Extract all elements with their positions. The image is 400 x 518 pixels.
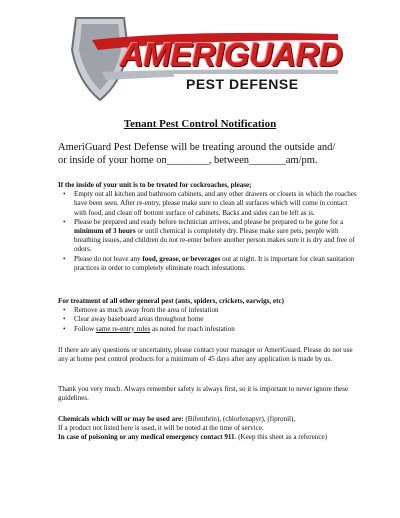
re-entry-rules-text: same re-entry rules [95, 324, 151, 333]
list-item: • Please do not leave any food, grease, or beverages out at night. It is important for clean sanitation practices in order to completely eliminate roach infestations. [63, 254, 355, 272]
bullet-icon: • [63, 190, 66, 199]
intro-paragraph [58, 141, 358, 167]
list-item: • Empty out all kitchen and bathroom cabinets, and any other drawers or closets in which the roaches have been seen. After re-entry, please make sure to clean all surfaces which will come in contact with food, and clean off bottom surface of cabinets. Backs and sides can be left as is. [63, 190, 357, 217]
bullet-icon: • [63, 324, 66, 333]
list-item: • Remove as much away from the area of infestation [63, 306, 219, 315]
list-item: • Clear away baseboard areas throughout home [63, 315, 204, 324]
chemicals-note: If a product not listed here is used, it will be noted at the time of service. [58, 424, 264, 433]
inside-bullet-list [58, 190, 358, 273]
list-item: • Follow same re-entry rules as noted for roach infestation [63, 324, 235, 333]
thanks-paragraph: Thank you very much. Always remember safety is always first, so it is important to never ignore these guidelines. [58, 385, 349, 403]
chemicals-section [58, 415, 358, 443]
questions-paragraph: If there are any questions or uncertainty, please contact your manager or AmeriGuard. Please do not use any at home pest control products for a minimum of 45 days after any application is made by us. [58, 346, 353, 364]
general-bullet-list [58, 306, 358, 334]
intro-line-2: or inside of your home on________, between_______am/pm. [58, 155, 318, 166]
intro-line-1: AmeriGuard Pest Defense will be treating around the outside and/ [58, 142, 336, 153]
ameriguard-logo [62, 10, 342, 106]
logo-subtitle: PEST DEFENSE [186, 76, 299, 92]
poison-line: In case of poisoning or any medical emergency contact 911. (Keep this sheet as a reference) [58, 433, 327, 442]
bullet-icon: • [63, 306, 66, 315]
general-heading: For treatment of all other general pest (ants, spiders, crickets, earwigs, etc) [58, 297, 284, 305]
chemicals-line: Chemicals which will or may be used are: (Bifenthrin), (chlorfenapyr), (fipronil), [58, 415, 296, 423]
general-pest-section [58, 297, 358, 334]
page-title: Tenant Pest Control Notification [123, 118, 277, 130]
list-item: • Please be prepared and ready before technician arrives, and please be prepared to be gone for a minimum of 3 hours or until chemical is completely dry. Please make sure pets, people with breathing issues, and children do not re-enter before another person makes sure it is dry and free of odors. [63, 217, 355, 254]
inside-treatment-section [58, 181, 358, 273]
bullet-icon: • [63, 254, 66, 263]
bullet-icon: • [63, 217, 66, 226]
logo-wordmark: AMERIGUARD [120, 36, 343, 73]
bullet-icon: • [63, 315, 66, 324]
inside-heading: If the inside of your unit is to be treated for cockroaches, please; [58, 181, 252, 189]
